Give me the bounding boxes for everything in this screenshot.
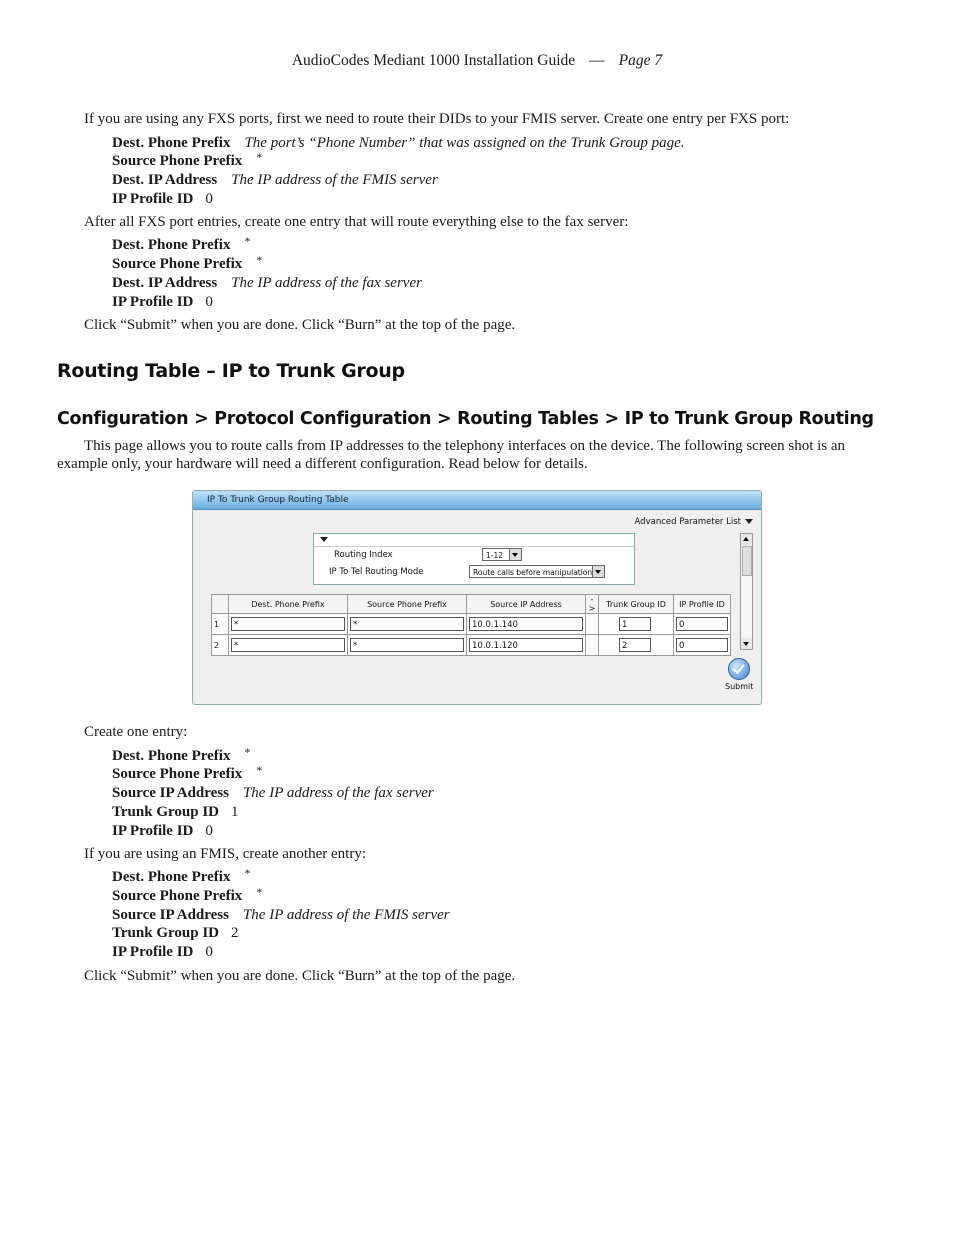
- scroll-down-icon[interactable]: [741, 638, 752, 649]
- scroll-up-icon[interactable]: [741, 534, 752, 545]
- field-value: *: [244, 234, 251, 248]
- table-row: [212, 635, 731, 656]
- field-label: Dest. Phone Prefix: [112, 135, 231, 151]
- column-header: ->: [586, 595, 599, 614]
- submit-button[interactable]: [725, 658, 753, 691]
- field-label: Source IP Address: [112, 785, 229, 801]
- ip-profile-input[interactable]: 0: [676, 638, 728, 652]
- trunk-cell: [599, 635, 674, 656]
- collapse-toggle[interactable]: [314, 534, 634, 547]
- select-value: 1-12: [486, 551, 504, 560]
- field-label: Trunk Group ID: [112, 925, 219, 941]
- field-value: 2: [231, 925, 239, 941]
- dest-prefix-cell: [229, 614, 348, 635]
- field-label: IP Profile ID: [112, 191, 194, 207]
- field-label: Dest. Phone Prefix: [112, 237, 231, 253]
- entry4-profile-field: [112, 943, 213, 961]
- fax-src-field: [112, 255, 262, 273]
- fmis-intro-paragraph: If you are using an FMIS, create another entry:: [84, 846, 366, 862]
- dest-prefix-cell: [229, 635, 348, 656]
- field-label: Trunk Group ID: [112, 804, 219, 820]
- page-header: [0, 52, 954, 70]
- entry4-dest-field: [112, 868, 250, 886]
- fxs-profile-field: [112, 190, 213, 208]
- field-label: Source Phone Prefix: [112, 153, 243, 169]
- field-label: Source Phone Prefix: [112, 888, 243, 904]
- field-label: Source IP Address: [112, 907, 229, 923]
- entry3-profile-field: [112, 822, 213, 840]
- fxs-dest-field: [112, 134, 684, 152]
- select-value: Route calls before manipulation: [473, 568, 593, 577]
- field-value: The IP address of the fax server: [242, 785, 434, 801]
- routing-table: [211, 594, 731, 656]
- advanced-label: Advanced Parameter List: [634, 517, 741, 527]
- column-header: Dest. Phone Prefix: [229, 595, 348, 614]
- submit-label: Submit: [725, 682, 754, 691]
- profile-cell: [674, 635, 731, 656]
- fxs-ip-field: [112, 171, 438, 189]
- fax-profile-field: [112, 293, 213, 311]
- fax-dest-field: [112, 236, 250, 254]
- fax-intro-paragraph: After all FXS port entries, create one entry that will route everything else to the fax server:: [84, 214, 629, 230]
- entry4-trunk-field: [112, 924, 239, 942]
- ip-profile-input[interactable]: 0: [676, 617, 728, 631]
- description-line: example only, your hardware will need a different configuration. Read below for details.: [57, 456, 588, 472]
- checkmark-icon: [728, 658, 750, 680]
- field-value: The IP address of the FMIS server: [231, 172, 438, 188]
- routing-index-select[interactable]: [482, 548, 522, 561]
- arrow-cell: [586, 614, 599, 635]
- row-number-header: [212, 595, 229, 614]
- scrollbar[interactable]: [740, 533, 753, 650]
- field-value: *: [256, 253, 263, 267]
- field-value: The port’s “Phone Number” that was assigned on the Trunk Group page.: [244, 135, 685, 151]
- routing-mode-select[interactable]: [469, 565, 605, 578]
- row-number: 2: [212, 635, 229, 656]
- field-value: The IP address of the FMIS server: [242, 907, 450, 923]
- src-prefix-cell: [348, 635, 467, 656]
- entry4-ip-field: [112, 906, 450, 924]
- field-label: Dest. Phone Prefix: [112, 748, 231, 764]
- field-value: *: [256, 763, 263, 777]
- header-title: AudioCodes Mediant 1000 Installation Guide: [291, 52, 576, 69]
- field-label: Dest. Phone Prefix: [112, 869, 231, 885]
- section-title: Routing Table – IP to Trunk Group: [57, 360, 405, 382]
- src-prefix-cell: [348, 614, 467, 635]
- src-prefix-input[interactable]: *: [350, 638, 464, 652]
- field-label: Dest. IP Address: [112, 172, 218, 188]
- page-number: Page 7: [618, 52, 663, 69]
- field-label: Source Phone Prefix: [112, 256, 243, 272]
- src-ip-input[interactable]: 10.0.1.140: [469, 617, 583, 631]
- trunk-cell: [599, 614, 674, 635]
- field-label: IP Profile ID: [112, 944, 194, 960]
- column-header: Source IP Address: [467, 595, 586, 614]
- dest-prefix-input[interactable]: *: [231, 617, 345, 631]
- field-value: 0: [205, 823, 213, 839]
- entry3-ip-field: [112, 784, 434, 802]
- field-value: *: [244, 866, 251, 880]
- trunk-group-input[interactable]: 2: [619, 638, 651, 652]
- entry3-trunk-field: [112, 803, 239, 821]
- fax-ip-field: [112, 274, 422, 292]
- trunk-group-input[interactable]: 1: [619, 617, 651, 631]
- field-label: Dest. IP Address: [112, 275, 218, 291]
- dropdown-arrow-icon: [592, 566, 604, 577]
- panel-title: IP To Trunk Group Routing Table: [193, 491, 761, 510]
- column-header: Trunk Group ID: [599, 595, 674, 614]
- entry3-src-field: [112, 765, 262, 783]
- dropdown-arrow-icon: [509, 549, 521, 560]
- field-label: Source Phone Prefix: [112, 766, 243, 782]
- table-header-row: [212, 595, 731, 614]
- submit-note: Click “Submit” when you are done. Click “Burn” at the top of the page.: [84, 968, 516, 984]
- field-value: 0: [205, 944, 213, 960]
- src-ip-cell: [467, 635, 586, 656]
- field-label: IP Profile ID: [112, 823, 194, 839]
- parameter-box: [313, 533, 635, 585]
- fxs-src-field: [112, 152, 262, 170]
- field-value: 1: [231, 804, 239, 820]
- src-ip-input[interactable]: 10.0.1.120: [469, 638, 583, 652]
- src-prefix-input[interactable]: *: [350, 617, 464, 631]
- description-line: This page allows you to route calls from IP addresses to the telephony interfaces on the device. The following screen shot is an: [84, 438, 846, 454]
- chevron-down-icon: [745, 519, 753, 524]
- field-value: *: [256, 150, 263, 164]
- arrow-cell: [586, 635, 599, 656]
- advanced-parameter-link[interactable]: [635, 517, 753, 527]
- field-value: 0: [205, 191, 213, 207]
- routing-table-screenshot: [192, 490, 762, 705]
- profile-cell: [674, 614, 731, 635]
- field-value: 0: [205, 294, 213, 310]
- create-entry-paragraph: Create one entry:: [84, 724, 188, 740]
- row-number: 1: [212, 614, 229, 635]
- header-separator: —: [589, 52, 605, 69]
- table-row: [212, 614, 731, 635]
- scroll-thumb[interactable]: [742, 546, 752, 576]
- routing-mode-label: IP To Tel Routing Mode: [329, 567, 424, 577]
- column-header: IP Profile ID: [674, 595, 731, 614]
- field-label: IP Profile ID: [112, 294, 194, 310]
- nav-path-heading: Configuration > Protocol Configuration > Routing Tables > IP to Trunk Group Routing: [57, 409, 874, 429]
- field-value: *: [244, 745, 251, 759]
- field-value: The IP address of the fax server: [231, 275, 422, 291]
- src-ip-cell: [467, 614, 586, 635]
- entry4-src-field: [112, 887, 262, 905]
- routing-index-label: Routing Index: [334, 550, 393, 560]
- submit-note: Click “Submit” when you are done. Click “Burn” at the top of the page.: [84, 317, 516, 333]
- chevron-down-icon: [320, 537, 328, 542]
- dest-prefix-input[interactable]: *: [231, 638, 345, 652]
- intro-paragraph: If you are using any FXS ports, first we need to route their DIDs to your FMIS server. Create one entry per FXS port:: [84, 111, 790, 127]
- field-value: *: [256, 885, 263, 899]
- entry3-dest-field: [112, 747, 250, 765]
- column-header: Source Phone Prefix: [348, 595, 467, 614]
